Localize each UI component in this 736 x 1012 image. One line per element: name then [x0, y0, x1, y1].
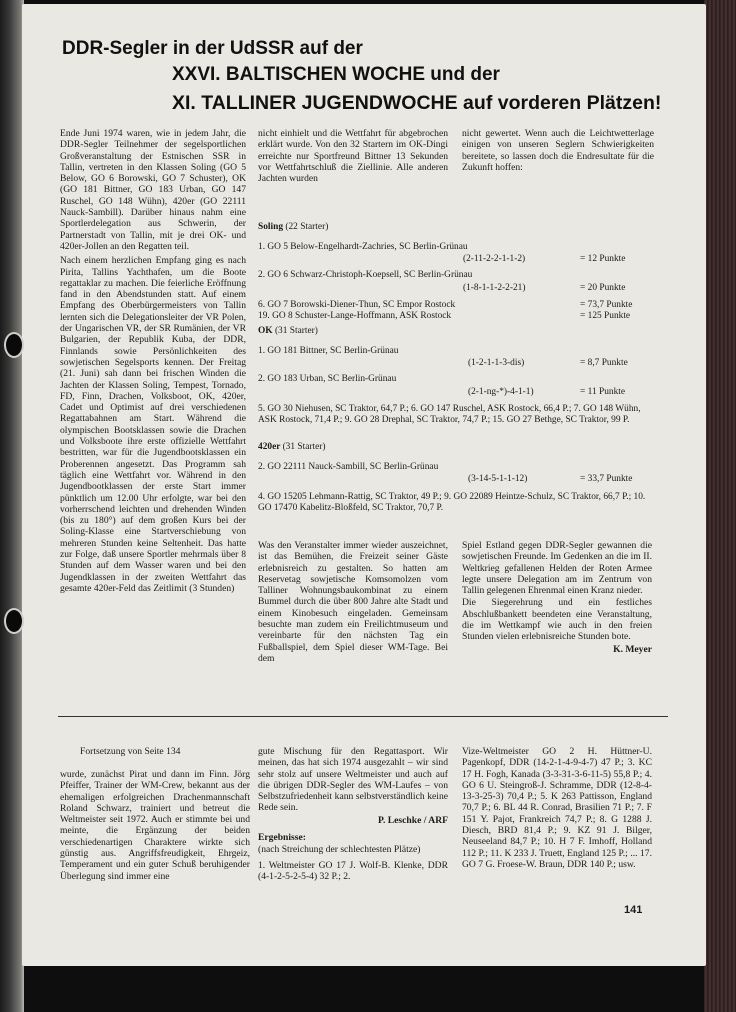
article-paragraph: Spiel Estland gegen DDR-Segler gewannen die sowjetischen Freunde. Im Gedenken an die im II. Weltkrieg gefallenen Helden der Roten Armee legte unsere Delegation am im Zentrum von Tallin gelegenen Ehrenmal einen Kranz nieder.	[462, 540, 652, 597]
result-row: 1. GO 5 Below-Engelhardt-Zachries, SC Berlin-Grünau	[258, 242, 468, 252]
continued-column-3: Vize-Weltmeister GO 2 H. Hüttner-U. Pagenkopf, DDR (14-2-1-4-9-4-7) 47 P.; 3. KC 17 H. Fogh, Kanada (3-3-31-3-6-11-5) 55,8 P.; 4. GO 6 U. Steingroß-J. Schramme, DDR (12-8-4-13-3-25-3) 70,4 P.; 5. K 263 Pattisson, England 70,7 P.; 6. BL 44 R. Conrad, Brasilien 71 P.; 7. F 151 Y. Pajot, Frankreich 74,7 P.; 8. G 1288 J. Diesch, BRD 81,4 P.; 9. KZ 91 J. Bilger, Neuseeland 84,7 P.; 10. H 7 F. Imhoff, Holland 112 P.; 11. K 233 J. Truett, England 125 P.; ... 17. GO 7 G. Froese-W. Braun, DDR 140 P.; usw.	[462, 746, 652, 870]
result-row: 1. GO 181 Bittner, SC Berlin-Grünau	[258, 346, 399, 356]
headline-line-2: XXVI. BALTISCHEN WOCHE und der	[172, 64, 500, 85]
continued-column-1: wurde, zunächst Pirat und dann im Finn. Jörg Pfeiffer, Trainer der WM-Crew, bekannt aus der ehemaligen erfolgreichen Drachenmannschaft Roland Schwarz, trainiert und betreut die Weltmeister seit 1972. Auch er stimmte bei und meinte, die Ergänzung der beiden verschiedenartigen Charaktere wirkte sich günstig aus. Angriffsfreudigkeit, Ehrgeiz, Temperament und ein guter Schuß beruhigender Überlegung sind immer eine	[60, 769, 250, 882]
result-points: = 125 Punkte	[580, 311, 631, 321]
continued-heading: Fortsetzung von Seite 134	[80, 746, 181, 757]
result-points: = 11 Punkte	[580, 387, 626, 397]
article-column-2-bottom: Was den Veranstalter immer wieder auszeichnet, ist das Bemühen, die Freizeit seiner Gäste erlebnisreich zu gestalten. So hatten am Reservetag sowjetische Komsomolzen vom Talliner Wohnungsbaukombinat zu einem Bummel durch die über 800 Jahre alte Stadt und einem Kinobesuch eingeladen. Gemeinsam besuchte man zudem ein Freilichtmuseum und vereinbarte für den nächsten Tag ein Fußballspiel, dem Spiel dieser WM-Tage. Bei dem	[258, 540, 448, 664]
result-detail: (2-1-ng-*)-4-1-1)	[468, 387, 534, 397]
result-row: 2. GO 183 Urban, SC Berlin-Grünau	[258, 374, 397, 384]
class-header-soling: Soling (22 Starter)	[258, 222, 329, 232]
continued-column-2	[258, 746, 448, 883]
results-label: Ergebnisse:	[258, 832, 306, 844]
author-signature: K. Meyer	[613, 643, 652, 655]
result-summary: 5. GO 30 Niehusen, SC Traktor, 64,7 P.; 6. GO 147 Ruschel, ASK Rostock, 66,4 P.; 7. GO 148 Wühn, ASK Rostock, 71,4 P.; 9. GO 28 Drephal, SC Traktor, 74,7 P.; 15. GO 27 Bethge, SC Traktor, 99 P.	[258, 404, 641, 425]
result-row: 2. GO 22111 Nauck-Sambill, SC Berlin-Grünau	[258, 462, 439, 472]
class-header-420er: 420er (31 Starter)	[258, 442, 326, 452]
page-number: 141	[624, 904, 643, 916]
section-divider	[58, 716, 668, 717]
article-column-3-bottom	[462, 540, 652, 656]
binding-hole	[4, 608, 24, 634]
result-points: = 33,7 Punkte	[580, 474, 633, 484]
article-paragraph: Die Siegerehrung und ein festliches Abschlußbankett beendeten eine Veranstaltung, die im Wettkampf wie auch in den freien Stunden vielen erlebnisreiche Stunden bote.	[462, 597, 652, 643]
result-detail: (1-8-1-1-2-2-21)	[463, 283, 526, 293]
headline-line-3: XI. TALLINER JUGENDWOCHE auf vorderen Plätzen!	[172, 92, 662, 114]
author-signature: P. Leschke / ARF	[377, 814, 448, 826]
article-paragraph: gute Mischung für den Regattasport. Wir meinen, das hat sich 1974 ausgezahlt – wir sind sehr stolz auf unsere Weltmeister und auch auf die übrigen DDR-Segler des WM-Laufes – von Selbstzufriedenheit kann selbstverständlich keine Rede sein.	[258, 746, 448, 814]
result-points: = 8,7 Punkte	[580, 358, 628, 368]
result-points: = 12 Punkte	[580, 254, 626, 264]
results-table	[258, 222, 658, 522]
article-column-3-top: nicht gewertet. Wenn auch die Leichtwetterlage einigen von unseren Seglern Schwierigkeiten bereitete, so lassen doch die Endresultate für die Zukunft hoffen:	[462, 128, 654, 173]
article-paragraph: Nach einem herzlichen Empfang ging es nach Pirita, Tallins Yachthafen, um die Boote regattaklar zu machen. Die feierliche Eröffnung fand in den Abendstunden statt. Auf einem Empfang des Oberbürgermeisters von Tallin lernten sich die Delegationsleiter der VR Polen, der Ungarischen VR, der SR Rumänien, der VR Bulgarien, der Republik Kuba, der DDR, Finnlands sowie Persönlichkeiten des sowjetischen Segelsports kennen. Der Freitag (21. Juni) sah dann bei frischen Winden die Jachten der Klassen Soling, Tempest, Tornado, FD, Finn, Drachen, Volksboot, OK, 420er, Cadet und Optimist auf drei verschiedenen Regattabahnen am Start. Während die olympischen Bootsklassen sowie die Drachen und Volksboote ihre erste offizielle Wettfahrt bestritten, war für die Jugendbootsklassen ein Proberennen angesetzt. Das Programm sah täglich eine Wettfahrt vor. Während in den Jugendbootklassen der erste Start immer pünktlich um 12.00 Uhr erfolgte, war bei den vorherrschend leichten und drehenden Winden (bis zu 180°) auf dem großen Kurs bei der Soling-Klasse eine Startverschiebung von mehreren Stunden keine Seltenheit. Das hatte zur Folge, daß unsere Sportler mehrmals über 8 Stunden auf dem Wasser waren und bei den Jugendklassen in der zweiten Wettfahrt das gesamte 420er-Feld das Zeitlimit (3 Stunden)	[60, 255, 246, 594]
article-column-2-top: nicht einhielt und die Wettfahrt für abgebrochen erklärt wurde. Von den 32 Startern im OK-Dingi erreichte nur Sportfreund Bittner 13 Sekunden vor Wettfahrtschluß die Ziellinie. Alle anderen Jachten wurden	[258, 128, 448, 185]
article-paragraph: Ende Juni 1974 waren, wie in jedem Jahr, die DDR-Segler Teilnehmer der segelsportlichen Großveranstaltung der Estnischen SSR in Tallin, vertreten in den Klassen Soling (GO 5 Below, GO 6 Borowski, GO 7 Schuster), OK (GO 181 Bittner, GO 183 Urban, GO 147 Ruschel, GO 148 Wühn), 420er (GO 22111 Nauck-Sambill). Darüber hinaus nahm eine Sportlerdelegation aus Schwerin, der Partnerstadt von Tallin, mit je drei OK- und 420er-Jollen an den Regatten teil.	[60, 128, 246, 252]
results-first: 1. Weltmeister GO 17 J. Wolf-B. Klenke, DDR (4-1-2-5-2-5-4) 32 P.; 2.	[258, 859, 448, 882]
class-header-ok: OK (31 Starter)	[258, 326, 318, 336]
result-points: = 20 Punkte	[580, 283, 626, 293]
result-points: = 73,7 Punkte	[580, 300, 633, 310]
article-column-1	[60, 128, 246, 595]
result-detail: (1-2-1-1-3-dis)	[468, 358, 525, 368]
result-detail: (3-14-5-1-1-12)	[468, 474, 528, 484]
result-row: 2. GO 6 Schwarz-Christoph-Koepsell, SC Berlin-Grünau	[258, 270, 473, 280]
book-spine	[0, 0, 24, 1012]
results-note: (nach Streichung der schlechtesten Plätze)	[258, 844, 421, 856]
result-row: 19. GO 8 Schuster-Lange-Hoffmann, ASK Rostock	[258, 311, 452, 321]
magazine-page	[22, 4, 706, 966]
binding-hole	[4, 332, 24, 358]
book-page-edges	[704, 0, 736, 1012]
result-detail: (2-11-2-2-1-1-2)	[463, 254, 526, 264]
headline-line-1: DDR-Segler in der UdSSR auf der	[62, 38, 363, 59]
result-summary: 4. GO 15205 Lehmann-Rattig, SC Traktor, 49 P.; 9. GO 22089 Heintze-Schulz, SC Traktor, 66,7 P.; 10. GO 17470 Kabelitz-Bloßfeld, SC Traktor, 70,7 P.	[258, 492, 646, 513]
result-row: 6. GO 7 Borowski-Diener-Thun, SC Empor Rostock	[258, 300, 456, 310]
